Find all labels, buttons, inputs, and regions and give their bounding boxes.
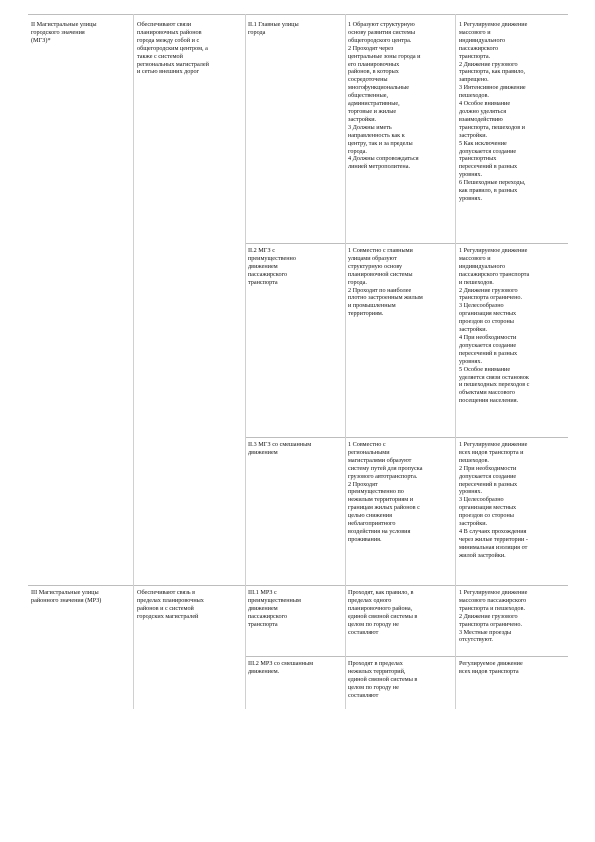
street-subtype: III.1 МРЗ с преимущественным движением пассажирского транспорта: [248, 589, 301, 628]
street-features: Проходят, как правило, в пределах одного планировочного района, единой связной системы в целом по городу не составляют: [348, 589, 418, 636]
row-divider: [28, 14, 568, 15]
traffic-rules: 1 Регулируемое движение массового и индивидуального пассажирского транспорта и пешеходов. 2 Движение грузового транспорта ограничено. 3 Целесообразно организация местных проездов со стороны застройки. 4 При необходимости допускается создание пересечений в разных уровнях. 5 Особое внимание уделяется связи остановок и пешеходных переходов с объектами массового посещения населения.: [459, 247, 530, 405]
street-features: 1 Совместно с главными улицами образуют структурную основу планировочной системы города. 2 Проходят по наиболее плотно застроенным жилым и промышленным территориям.: [348, 247, 423, 318]
column-divider: [133, 14, 134, 709]
row-divider: [245, 656, 568, 657]
street-category: II Магистральные улицы городского значения (МГЗ)*: [31, 21, 97, 44]
street-purpose: Обеспечивают связи планировочных районов города между собой и с общегородским центром, а также с системой региональных магистралей и сетью внешних дорог: [137, 21, 209, 76]
traffic-rules: Регулируемое движение всех видов транспорта: [459, 660, 523, 675]
traffic-rules: 1 Регулируемое движение массового и индивидуального пассажирского транспорта. 2 Движение грузового транспорта, как правило, запрещено. 3 Интенсивное движение пешеходов. 4 Особое внимание должно уделяться взаимодействию транспорта, пешеходов и застройки. 5 Как исключение допускается создание транспортных пересечений в разных уровнях. 6 Пешеходные переходы, как правило, в разных уровнях.: [459, 21, 528, 202]
street-features: Проходят в пределах нежилых территорий, единой связной системы в целом по городу не составляют: [348, 660, 418, 699]
row-divider: [245, 437, 568, 438]
street-features: 1 Образуют структурную основу развития системы общегородского центра. 2 Проходят через центральные зоны города и его планировочных районов, в которых сосредоточены многофункциональные общественные, административные, торговые и жилые застройки. 3 Должны иметь направленность как к центру, так и за пределы города. 4 Должны сопровождаться линией метрополитена.: [348, 21, 421, 171]
traffic-rules: 1 Регулируемое движение всех видов транспорта и пешеходов. 2 При необходимости допускается создание пересечений в разных уровнях. 3 Целесообразно организация местных проездов со стороны застройки. 4 В случаях прохождения через жилые территории - минимальная изоляция от жилой застройки.: [459, 441, 528, 559]
street-subtype: II.1 Главные улицы города: [248, 21, 299, 36]
street-features: 1 Совместно с региональными магистралями образуют систему путей для пропуска грузового автотранспорта. 2 Проходят преимущественно по нежилым территориям и границам жилых районов с целью снижения неблагоприятного воздействия на условия проживания.: [348, 441, 423, 543]
column-divider: [245, 14, 246, 709]
street-subtype: II.2 МГЗ с преимущественно движением пассажирского транспорта: [248, 247, 296, 286]
column-divider: [345, 14, 346, 709]
street-category: III Магистральные улицы районного значения (МРЗ): [31, 589, 102, 604]
row-divider: [28, 585, 568, 586]
traffic-rules: 1 Регулируемое движение массового пассажирского транспорта и пешеходов. 2 Движение грузового транспорта ограничено. 3 Местные проезды отсутствуют.: [459, 589, 528, 644]
street-subtype: III.2 МРЗ со смешанным движением.: [248, 660, 314, 675]
street-subtype: II.3 МГЗ со смешанным движением: [248, 441, 312, 456]
column-divider: [455, 14, 456, 709]
row-divider: [245, 243, 568, 244]
street-purpose: Обеспечивают связь в пределах планировочных районов и с системой городских магистралей: [137, 589, 204, 620]
